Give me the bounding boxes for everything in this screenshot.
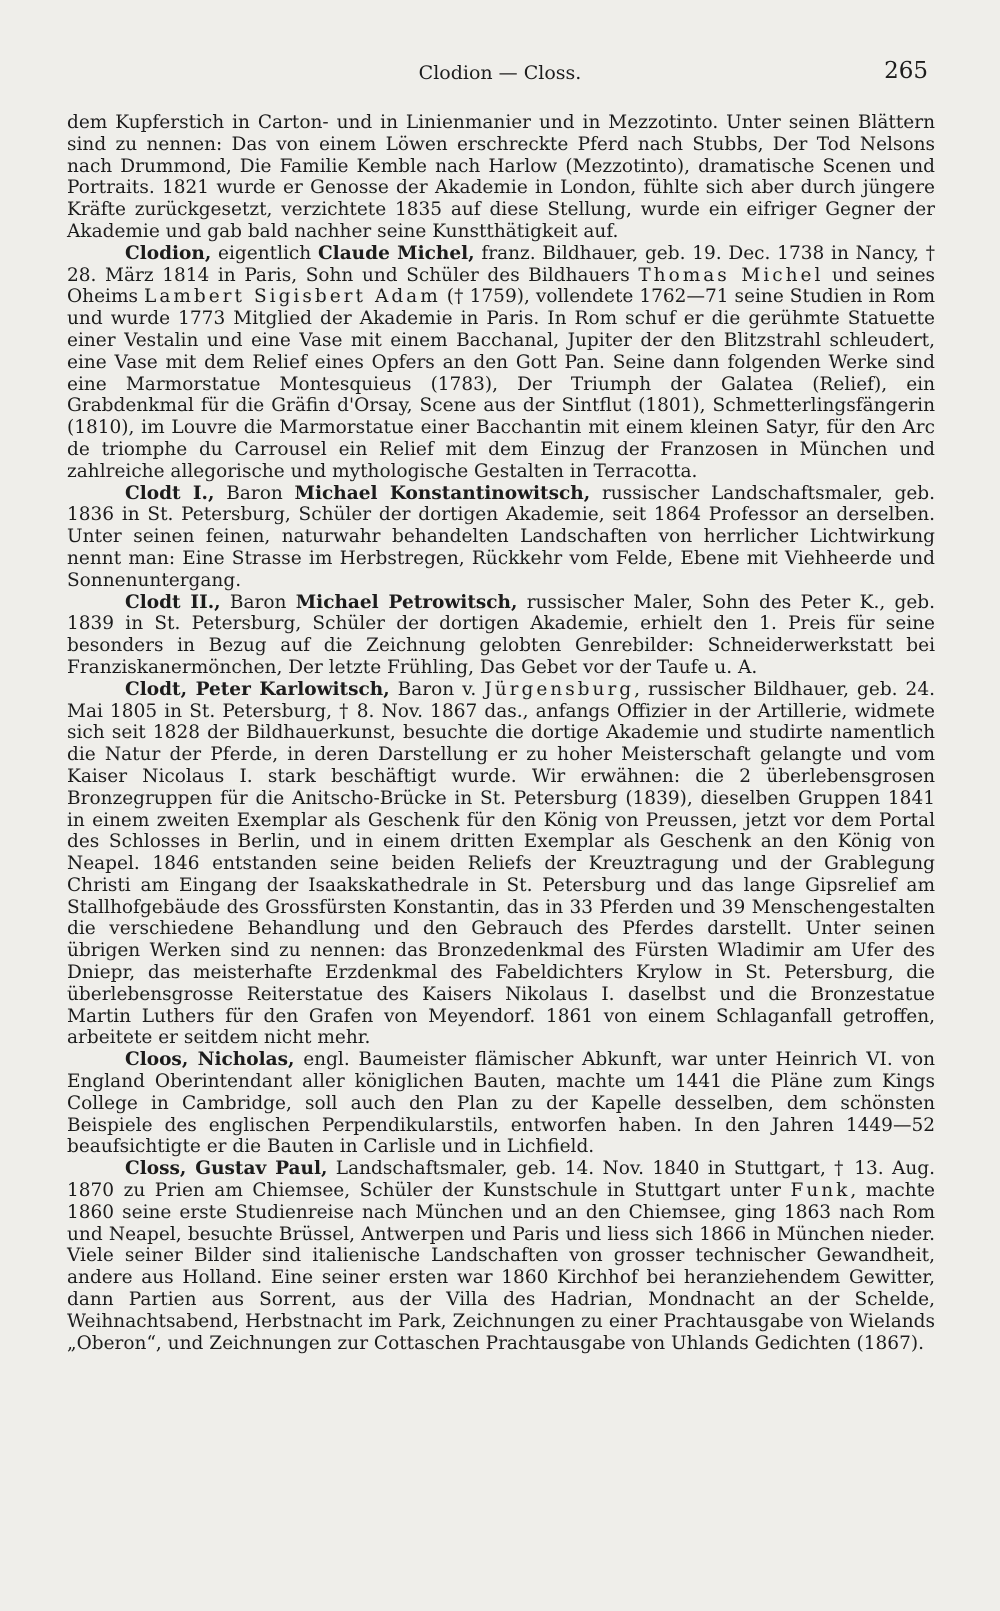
entry-headword: Claude Michel, [317, 242, 475, 264]
spaced-name: Thomas Michel [638, 264, 824, 286]
body-text: dem Kupferstich in Carton- und in Linienmanier und in Mezzotinto. Unter seinen Blättern sind zu nennen: Das von einem Löwen erschreckte Pferd nach Stubbs, Der Tod Nelsons nach Drummond, Die Familie Kemble nach Harlow (Mezzotinto), dramatische Scenen und Portraits. 1821 wurde er Genosse der Akademie in London, fühlte sich aber durch jüngere Kräfte zurückgesetzt, verzichtete 1835 auf diese Stellung, wurde ein eifriger Gegner der Akademie und gab bald nachher seine Kunstthätigkeit auf. [67, 112, 935, 242]
entry-headword: Clodion, [125, 242, 212, 264]
entry-headword: Michael Konstantinowitsch, [294, 482, 591, 504]
body-text: , machte 1860 seine erste Studienreise nach München und an den Chiemsee, ging 1863 nach Rom und Neapel, besuchte Brüssel, Antwerpen und Paris und liess sich 1866 in München nieder. Viele seiner Bilder sind italienische Landschaften von grosser technischer Gewandheit, andere aus Holland. Eine seiner ersten war 1860 Kirchhof bei heranziehendem Gewitter, dann Partien aus Sorrent, aus der Villa des Hadrian, Mondnacht an der Schelde, Weihnachtsabend, Herbstnacht im Park, Zeichnungen zu einer Prachtausgabe von Wielands „Oberon“, und Zeichnungen zur Cottaschen Prachtausgabe von Uhlands Gedichten (1867). [67, 1180, 935, 1354]
entry-paragraph [67, 592, 935, 679]
body-text: engl. Baumeister flämischer Abkunft, war unter Heinrich VI. von England Oberintendant aller königlichen Bauten, machte um 1441 die Pläne zum Kings College in Cambridge, soll auch den Plan zu der Kapelle desselben, dem schönsten Beispiele des englischen Perpendikularstils, entworfen haben. In den Jahren 1449—52 beaufsichtigte er die Bauten in Carlisle und in Lichfield. [67, 1049, 935, 1158]
entry-headword: Clodt II., [125, 591, 221, 613]
entry-paragraph [67, 1158, 935, 1354]
entry-headword: Clodt, Peter Karlowitsch, [125, 678, 390, 700]
body-text: Baron [214, 482, 295, 504]
body-text: , russischer Bildhauer, geb. 24. Mai 1805 in St. Petersburg, † 8. Nov. 1867 das., anfangs Offizier in der Artillerie, widmete sich seit 1828 der Bildhauerkunst, besuchte die dortige Akademie und studirte namentlich die Natur der Pferde, in deren Darstellung er zu hoher Meisterschaft gelangte und vom Kaiser Nicolaus I. stark beschäftigt wurde. Wir erwähnen: die 2 überlebensgrosen Bronzegruppen für die Anitscho-Brücke in St. Petersburg (1839), dieselben Gruppen 1841 in einem zweiten Exemplar als Geschenk für den König von Preussen, jetzt vor dem Portal des Schlosses in Berlin, und in einem dritten Exemplar als Geschenk an den König von Neapel. 1846 entstanden seine beiden Reliefs der Kreuztragung und der Grablegung Christi am Eingang der Isaakskathedrale in St. Petersburg und das lange Gipsrelief am Stallhofgebäude des Grossfürsten Konstantin, das in 33 Pferden und 39 Menschengestalten die verschiedene Behandlung und den Gebrauch des Pferdes darstellt. Unter seinen übrigen Werken sind zu nennen: das Bronzedenkmal des Fürsten Wladimir am Ufer des Dniepr, das meisterhafte Erzdenkmal des Fabeldichters Krylow in St. Petersburg, die überlebensgrosse Reiterstatue des Kaisers Nikolaus I. daselbst und die Bronzestatue Martin Luthers für den Grafen von Meyendorf. 1861 von einem Schlaganfall getroffen, arbeitete er seitdem nicht mehr. [67, 678, 935, 1049]
entry-paragraph [67, 1049, 935, 1158]
entry-paragraph [67, 679, 935, 1050]
entry-headword: Cloos, Nicholas, [125, 1049, 295, 1071]
body-text: († 1759), vollendete 1762—71 seine Studien in Rom und wurde 1773 Mitglied der Akademie in Paris. In Rom schuf er die gerühmte Statuette einer Vestalin und eine Vase mit einem Bacchanal, Jupiter der den Blitzstrahl schleudert, eine Vase mit dem Relief eines Opfers an den Gott Pan. Seine dann folgenden Werke sind eine Marmorstatue Montesquieus (1783), Der Triumph der Galatea (Relief), ein Grabdenkmal für die Gräfin d'Orsay, Scene aus der Sintflut (1801), Schmetterlingsfängerin (1810), im Louvre die Marmorstatue einer Bacchantin mit einem kleinen Satyr, für den Arc de triomphe du Carrousel ein Relief mit dem Einzug der Franzosen in München und zahlreiche allegorische und mythologische Gestalten in Terracotta. [67, 286, 935, 482]
spaced-name: Funk [790, 1180, 851, 1202]
body-text: franz. Bildhauer, geb. 19. Dec. 1738 in Nancy, † 28. März 1814 in Paris, Sohn und Schüler des Bildhauers [67, 242, 935, 286]
body-text: eigentlich [211, 242, 318, 264]
entry-headword: Michael Petrowitsch, [295, 591, 518, 613]
running-title: Clodion — Closs. [418, 62, 582, 84]
body-text: russischer Landschaftsmaler, geb. 1836 in St. Petersburg, Schüler der dortigen Akademie, seit 1864 Professor an derselben. Unter seinen feinen, naturwahr behandelten Landschaften von herrlicher Lichtwirkung nennt man: Eine Strasse im Herbstregen, Rückkehr vom Felde, Ebene mit Viehheerde und Sonnenuntergang. [67, 482, 935, 591]
running-head [0, 58, 1000, 88]
page-number: 265 [884, 58, 928, 84]
spaced-name: Lambert Sigisbert Adam [144, 286, 441, 308]
body-text: und seines Oheims [67, 264, 936, 308]
entry-headword: Closs, Gustav Paul, [125, 1158, 328, 1180]
body-text: russischer Maler, Sohn des Peter K., geb. 1839 in St. Petersburg, Schüler der dortigen Akademie, erhielt den 1. Preis für seine besonders in Bezug auf die Zeichnung gelobten Genrebilder: Schneiderwerkstatt bei Franziskanermönchen, Der letzte Frühling, Das Gebet vor der Taufe u. A. [67, 591, 935, 678]
body-text: Baron [220, 591, 296, 613]
body-text: Landschaftsmaler, geb. 14. Nov. 1840 in Stuttgart, † 13. Aug. 1870 zu Prien am Chiemsee, Schüler der Kunstschule in Stuttgart unter [67, 1158, 935, 1202]
text-body [67, 112, 935, 1354]
body-text: Baron v. [389, 678, 485, 700]
entry-paragraph [67, 243, 935, 483]
entry-paragraph [67, 483, 935, 592]
spaced-name: Jürgensburg [484, 678, 635, 700]
continued-paragraph [67, 112, 935, 243]
entry-headword: Clodt I., [125, 482, 215, 504]
